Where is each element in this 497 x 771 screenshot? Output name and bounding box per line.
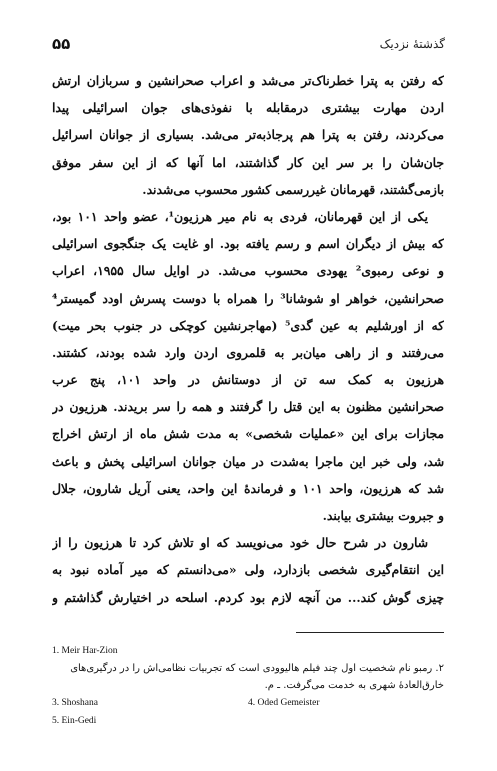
footnote-divider xyxy=(296,632,444,633)
text-line: می‌رفتند و از راهی میان‌بر به قلمروی اردن وارد شده بودند، کشتند. xyxy=(52,344,444,360)
text-line: و جبروت بیشتری بیابند. xyxy=(322,508,444,523)
text-line: صحرانشین مظنون به این قتل را گرفتند و همه را سر بریدند. هرزیون در xyxy=(52,399,444,415)
text-line: شارون در شرح حال خود می‌نویسد که او تلاش کرد تا هرزیون را از xyxy=(52,535,428,551)
footnote-4: 4. Oded Gemeister xyxy=(248,698,320,708)
text-line: چیزی گوش کند... من آنچه لازم بود کردم. اسلحه در اختیارش گذاشتم و xyxy=(52,589,444,605)
footnote-1: 1. Meir Har-Zion xyxy=(52,646,118,656)
text-line: که رفتن به پترا خطرناک‌تر می‌شد و اعراب صحرانشین و سربازان ارتش xyxy=(52,73,444,88)
text-line: این انتقام‌گیری شخصی بازدارد، ولی «می‌دانستم که میر آماده نبود به xyxy=(52,562,444,578)
footnote-2: ۲. رمبو نام شخصیت اول چند فیلم هالیوودی است که تجربیات نظامی‌اش را در درگیری‌های خارق‌العادهٔ شهری به خدمت می‌گرفت. ـ م. xyxy=(70,663,444,691)
text-line: بازمی‌گشتند، قهرمانان غیررسمی کشور محسوب می‌شدند. xyxy=(142,181,444,197)
footnotes xyxy=(52,642,444,730)
text-line: جان‌شان را بر سر این کار گذاشتند، اما آنها که از این سفر موفق xyxy=(52,154,444,170)
text-line: اردن مهارت بیشتری درمقابله با نفوذی‌های جوان اسرائیلی پیدا xyxy=(52,100,444,116)
body-text xyxy=(52,67,444,611)
text-line: که از اورشلیم به عین گدی⁵ (مهاجرنشین کوچکی در جنوب بحر میت) xyxy=(52,317,444,333)
page-header xyxy=(52,34,445,54)
text-line: هرزیون به کمک سه تن از دوستانش در واحد ۱۰۱، پنج عرب xyxy=(52,372,444,388)
text-line: یکی از این قهرمانان، فردی به نام میر هرزیون¹، عضو واحد ۱۰۱ بود، xyxy=(52,208,428,224)
text-line: صحرانشین، خواهر او شوشانا³ را همراه با دوست پسرش اودد گمیستر⁴ xyxy=(52,290,444,306)
text-line: می‌کردند، رفتن به پترا هم پرجاذبه‌تر می‌شد. بسیاری از جوانان اسرائیل xyxy=(52,127,444,143)
footnote-row xyxy=(52,694,444,712)
text-line: شد، ولی خبر این ماجرا به‌شدت در میان جوانان اسرائیلی پخش و باعث xyxy=(52,453,444,469)
running-head: گذشتهٔ نزدیک xyxy=(379,37,445,51)
footnote-3: 3. Shoshana xyxy=(52,698,98,708)
text-line: مجازات برای این «عملیات شخصی» به مدت شش ماه از ارتش اخراج xyxy=(52,426,444,442)
page-number: ۵۵ xyxy=(52,35,71,53)
text-line: و نوعی رمبوی² یهودی محسوب می‌شد. در اوایل سال ۱۹۵۵، اعراب xyxy=(52,263,444,279)
text-line: که بیش از دیگران اسم و رسم یافته بود. او غایت یک جنگجوی اسرائیلی xyxy=(52,236,444,252)
text-line: شد که هرزیون، واحد ۱۰۱ و فرماندهٔ این واحد، یعنی آریل شارون، جلال xyxy=(52,480,444,496)
footnote-5: 5. Ein-Gedi xyxy=(52,716,97,726)
